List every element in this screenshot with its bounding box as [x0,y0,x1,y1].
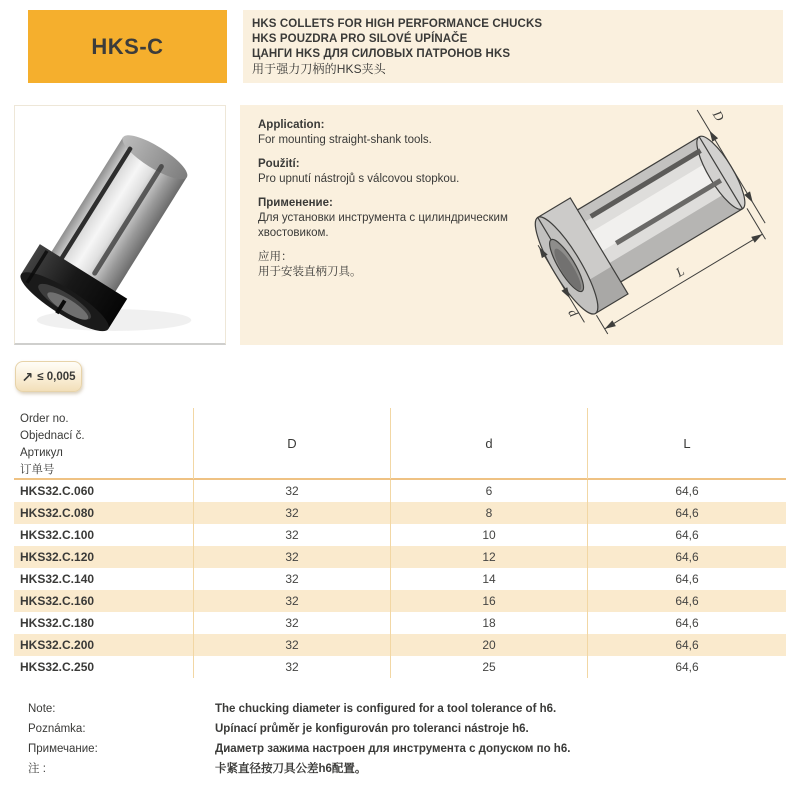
table-body [14,480,786,678]
collet-photo-illustration [15,106,225,342]
table-row: HKS32.C.100 32 10 64,6 [14,524,786,546]
column-header-D: D [193,408,390,479]
application-section-ru: Применение: Для установки инструмента с цилиндрическим хвостовиком. [258,197,508,239]
runout-badge [15,361,82,392]
runout-arrow-icon: ↗ [21,368,34,385]
product-photo [14,105,226,345]
application-section-cs: Použití: Pro upnutí nástrojů s válcovou stopkou. [258,158,460,185]
table-header [14,408,786,480]
note-row-zh: 注 : 卡紧直径按刀具公差h6配置。 [28,763,367,775]
title-line-cs: HKS POUZDRA PRO SILOVÉ UPÍNAČE [252,33,468,45]
application-panel [240,105,783,345]
collet-dimension-drawing [530,107,780,341]
page-title [243,10,783,83]
title-line-en: HKS COLLETS FOR HIGH PERFORMANCE CHUCKS [252,18,543,30]
note-row-cs: Poznámka: Upínací průměr je konfigurován pro toleranci nástroje h6. [28,723,529,735]
application-section-zh: 应用： 用于安装直柄刀具。 [258,251,362,278]
runout-value: ≤ 0,005 [37,370,76,383]
table-row: HKS32.C.120 32 12 64,6 [14,546,786,568]
dimension-label-L: L [672,263,687,280]
table-row: HKS32.C.140 32 14 64,6 [14,568,786,590]
column-header-d: d [390,408,587,479]
dimension-label-D: D [709,107,728,124]
table-row: HKS32.C.250 32 25 64,6 [14,656,786,678]
application-text [258,118,548,289]
table-row: HKS32.C.080 32 8 64,6 [14,502,786,524]
footnotes [28,699,772,779]
order-no-column-header: Order no. Objednací č. Артикул 订单号 [20,413,85,476]
dimensions-table [14,408,786,678]
title-line-zh: 用于强力刀柄的HKS夹头 [252,62,386,76]
dimension-label-d: d [565,306,582,320]
note-row-en: Note: The chucking diameter is configured for a tool tolerance of h6. [28,703,557,715]
technical-drawing [530,107,780,341]
note-row-ru: Примечание: Диаметр зажима настроен для инструмента с допуском по h6. [28,743,571,755]
table-row: HKS32.C.060 32 6 64,6 [14,480,786,502]
table-row: HKS32.C.160 32 16 64,6 [14,590,786,612]
table-row: HKS32.C.180 32 18 64,6 [14,612,786,634]
title-line-ru: ЦАНГИ HKS ДЛЯ СИЛОВЫХ ПАТРОНОВ HKS [252,48,511,60]
product-code-box [28,10,227,83]
product-code: HKS-C [91,33,164,59]
column-header-L: L [587,408,786,479]
table-row: HKS32.C.200 32 20 64,6 [14,634,786,656]
application-section-en: Application: For mounting straight-shank tools. [258,119,432,146]
